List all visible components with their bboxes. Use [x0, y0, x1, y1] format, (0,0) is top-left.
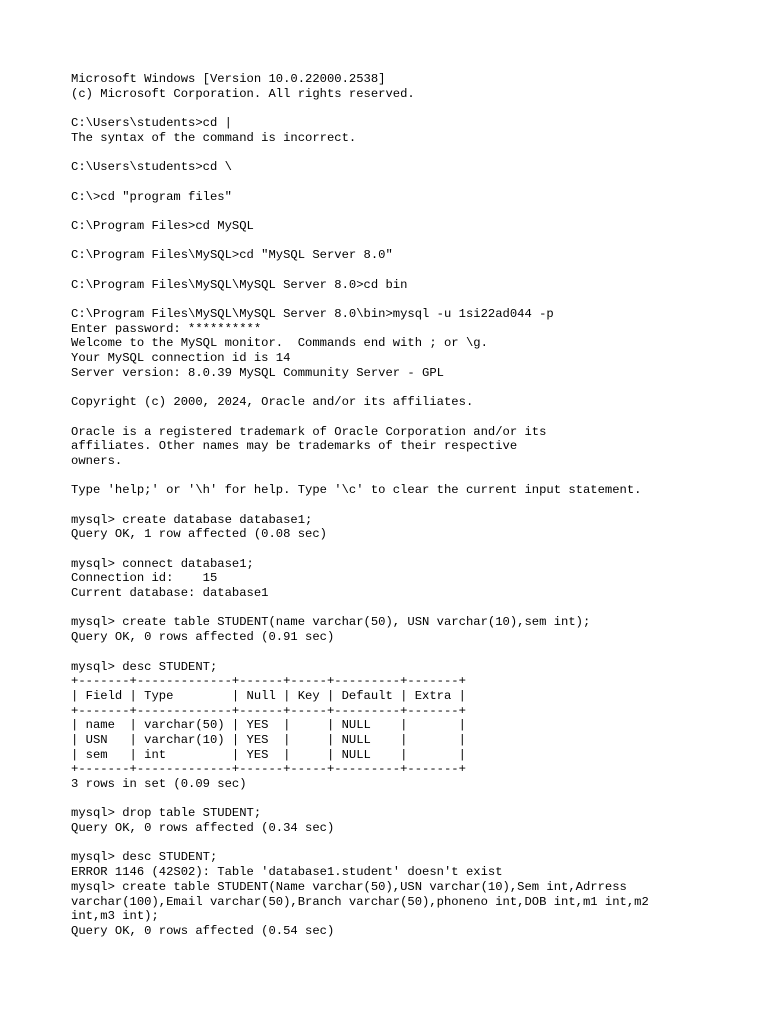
terminal-line: C:\Users\students>cd | [71, 116, 232, 131]
terminal-line [71, 410, 741, 425]
terminal-line: +-------+-------------+------+-----+---------+-------+ [71, 703, 466, 718]
terminal-line: Query OK, 0 rows affected (0.34 sec) [71, 821, 335, 836]
terminal-line: owners. [71, 453, 123, 468]
terminal-line: +-------+-------------+------+-----+---------+-------+ [71, 762, 466, 777]
terminal-line [71, 380, 741, 395]
terminal-line [71, 204, 741, 219]
terminal-line: ERROR 1146 (42S02): Table 'database1.student' doesn't exist [71, 865, 503, 880]
terminal-line [71, 836, 741, 851]
terminal-line: The syntax of the command is incorrect. [71, 130, 357, 145]
terminal-line: Enter password: ********** [71, 321, 262, 336]
terminal-line: C:\Users\students>cd \ [71, 160, 232, 175]
terminal-line: mysql> desc STUDENT; [71, 850, 218, 865]
terminal-line: mysql> desc STUDENT; [71, 659, 218, 674]
terminal-line [71, 101, 741, 116]
terminal-line: Query OK, 1 row affected (0.08 sec) [71, 527, 327, 542]
terminal-line: Type 'help;' or '\h' for help. Type '\c' to clear the current input statement. [71, 483, 642, 498]
terminal-line [71, 234, 741, 249]
terminal-line: mysql> drop table STUDENT; [71, 806, 262, 821]
terminal-line: 3 rows in set (0.09 sec) [71, 777, 247, 791]
terminal-line [71, 292, 741, 307]
terminal-output [71, 72, 741, 939]
terminal-line [71, 469, 741, 484]
terminal-line: Your MySQL connection id is 14 [71, 351, 291, 366]
terminal-line: int,m3 int); [71, 909, 159, 924]
terminal-line [71, 792, 741, 807]
terminal-line: | Field | Type | Null | Key | Default | Extra | [71, 688, 466, 703]
terminal-line: Welcome to the MySQL monitor. Commands end with ; or \g. [71, 336, 488, 351]
terminal-line: Current database: database1 [71, 586, 269, 601]
terminal-line [71, 645, 741, 660]
terminal-line: | sem | int | YES | | NULL | | [71, 747, 466, 762]
terminal-line [71, 498, 741, 513]
terminal-line: Microsoft Windows [Version 10.0.22000.2538] [71, 72, 386, 86]
terminal-line [71, 145, 741, 160]
terminal-line [71, 263, 741, 278]
terminal-line [71, 175, 741, 190]
terminal-line: C:\Program Files\MySQL\MySQL Server 8.0>cd bin [71, 277, 408, 292]
terminal-line: varchar(100),Email varchar(50),Branch varchar(50),phoneno int,DOB int,m1 int,m2 [71, 894, 649, 909]
terminal-line: | USN | varchar(10) | YES | | NULL | | [71, 732, 466, 747]
terminal-line: affiliates. Other names may be trademarks of their respective [71, 439, 518, 454]
terminal-line: C:\Program Files>cd MySQL [71, 218, 254, 233]
terminal-line: +-------+-------------+------+-----+---------+-------+ [71, 674, 466, 689]
terminal-line: Copyright (c) 2000, 2024, Oracle and/or its affiliates. [71, 395, 474, 410]
terminal-line: | name | varchar(50) | YES | | NULL | | [71, 718, 466, 733]
terminal-line: C:\Program Files\MySQL\MySQL Server 8.0\bin>mysql -u 1si22ad044 -p [71, 307, 554, 321]
terminal-line [71, 601, 741, 616]
terminal-line: C:\>cd "program files" [71, 189, 232, 204]
terminal-line: mysql> create database database1; [71, 512, 313, 527]
terminal-line: mysql> create table STUDENT(name varchar(50), USN varchar(10),sem int); [71, 615, 591, 630]
terminal-line: Query OK, 0 rows affected (0.91 sec) [71, 630, 335, 645]
terminal-line: C:\Program Files\MySQL>cd "MySQL Server 8.0" [71, 248, 393, 263]
terminal-line [71, 542, 741, 557]
terminal-line: (c) Microsoft Corporation. All rights reserved. [71, 86, 415, 101]
terminal-line: Connection id: 15 [71, 571, 218, 586]
terminal-line: Oracle is a registered trademark of Oracle Corporation and/or its [71, 424, 547, 439]
terminal-line: mysql> create table STUDENT(Name varchar(50),USN varchar(10),Sem int,Adrress [71, 879, 627, 894]
terminal-line: mysql> connect database1; [71, 556, 254, 571]
terminal-line: Query OK, 0 rows affected (0.54 sec) [71, 923, 335, 938]
terminal-line: Server version: 8.0.39 MySQL Community Server - GPL [71, 365, 444, 380]
